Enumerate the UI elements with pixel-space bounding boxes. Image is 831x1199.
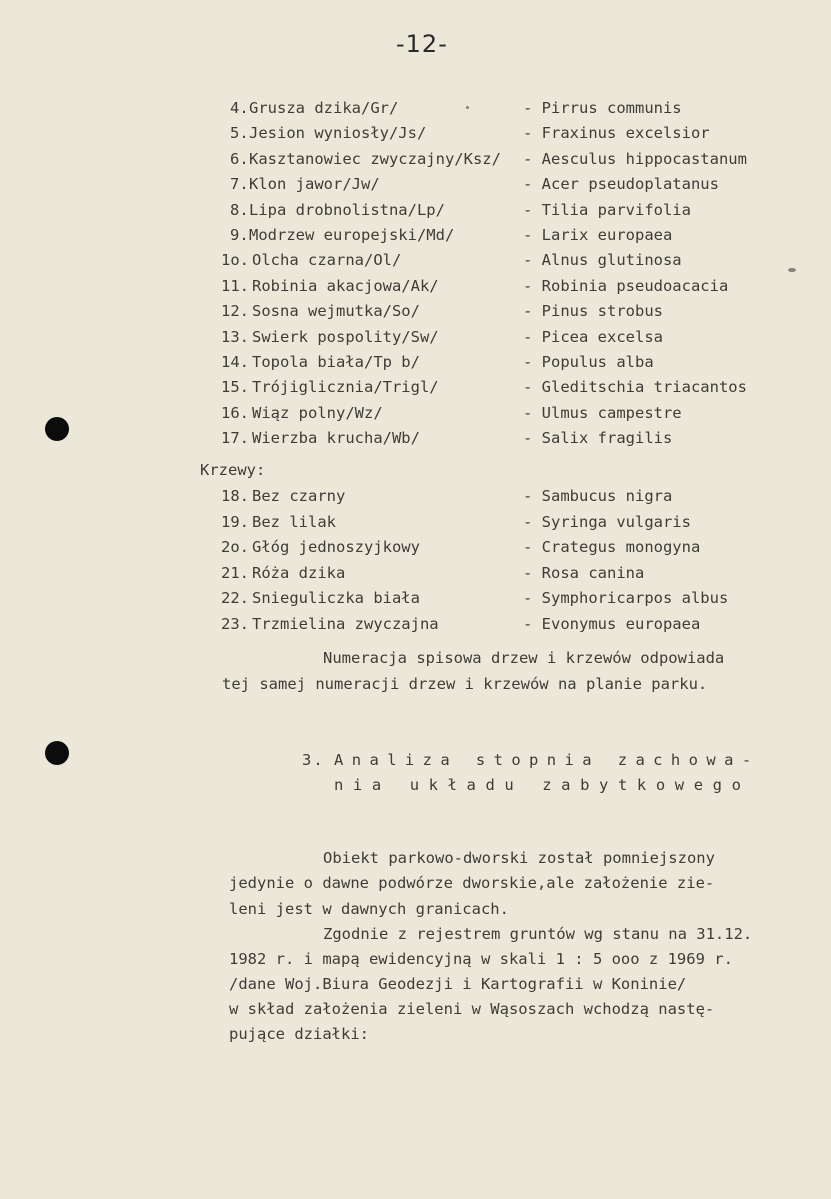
shrub-entry	[0, 562, 831, 584]
shrub-entry	[0, 613, 831, 635]
section-number: 3.	[302, 751, 325, 769]
latin-name: - Gleditschia triacantos	[523, 378, 747, 397]
body-line: Zgodnie z rejestrem gruntów wg stanu na 31.12.	[323, 925, 753, 943]
latin-name: - Pinus strobus	[523, 302, 663, 321]
entry-number: 7.	[230, 175, 249, 194]
polish-name: Grusza dzika/Gr/	[249, 99, 399, 117]
polish-name: Wiąz polny/Wz/	[252, 403, 383, 422]
entry-number: 11.	[221, 276, 249, 295]
entry-number: 6.	[230, 149, 249, 168]
entry-number: 1o.	[221, 251, 249, 270]
polish-name: Głóg jednoszyjkowy	[252, 538, 420, 557]
body-line: /dane Woj.Biura Geodezji i Kartografii w Koninie/	[229, 975, 687, 993]
tree-entry	[0, 275, 831, 297]
latin-name: - Robinia pseudoacacia	[523, 276, 729, 295]
latin-name: - Larix europaea	[523, 226, 673, 244]
entry-number: 21.	[221, 563, 249, 582]
polish-name: Swierk pospolity/Sw/	[252, 327, 439, 346]
polish-name: Róża dzika	[252, 563, 346, 582]
polish-name: Klon jawor/Jw/	[249, 175, 380, 194]
entry-number: 22.	[221, 589, 249, 608]
entry-number: 8.	[230, 200, 249, 219]
latin-name: - Salix fragilis	[523, 429, 673, 448]
polish-name: Bez czarny	[252, 487, 346, 505]
polish-name: Olcha czarna/Ol/	[252, 251, 402, 270]
shrubs-heading: Krzewy:	[200, 461, 266, 479]
polish-name: Bez lilak	[252, 512, 336, 531]
entry-number: 5.	[230, 124, 249, 143]
polish-name: Robinia akacjowa/Ak/	[252, 276, 439, 295]
tree-entry	[0, 249, 831, 271]
latin-name: - Crategus monogyna	[523, 538, 701, 557]
entry-number: 17.	[221, 429, 249, 448]
latin-name: - Sambucus nigra	[523, 487, 673, 505]
polish-name: Jesion wyniosły/Js/	[249, 124, 427, 143]
tree-entry	[0, 199, 831, 221]
polish-name: Topola biała/Tp b/	[252, 353, 420, 371]
entry-number: 9.	[230, 226, 249, 244]
polish-name: Snieguliczka biała	[252, 589, 420, 608]
latin-name: - Pirrus communis	[523, 99, 682, 117]
tree-entry	[0, 326, 831, 348]
tree-entry	[0, 97, 831, 119]
latin-name: - Aesculus hippocastanum	[523, 149, 747, 168]
entry-number: 15.	[221, 378, 249, 397]
entry-number: 16.	[221, 403, 249, 422]
entry-number: 4.	[230, 99, 249, 117]
latin-name: - Populus alba	[523, 353, 654, 371]
latin-name: - Acer pseudoplatanus	[523, 175, 719, 194]
entry-number: 2o.	[221, 538, 249, 557]
body-line: pujące działki:	[229, 1025, 369, 1043]
polish-name: Wierzba krucha/Wb/	[252, 429, 420, 448]
shrub-entry	[0, 485, 831, 507]
polish-name: Kasztanowiec zwyczajny/Ksz/	[249, 149, 501, 168]
body-line: Obiekt parkowo-dworski został pomniejszony	[323, 849, 715, 867]
entry-number: 12.	[221, 302, 249, 321]
polish-name: Lipa drobnolistna/Lp/	[249, 200, 445, 219]
tree-entry	[0, 122, 831, 144]
polish-name: Trzmielina zwyczajna	[252, 615, 439, 633]
tree-entry	[0, 224, 831, 246]
polish-name: Sosna wejmutka/So/	[252, 302, 420, 321]
latin-name: - Rosa canina	[523, 563, 645, 582]
latin-name: - Tilia parvifolia	[523, 200, 691, 219]
entry-number: 23.	[221, 615, 249, 633]
latin-name: - Symphoricarpos albus	[523, 589, 729, 608]
tree-entry	[0, 376, 831, 398]
shrub-entry	[0, 587, 831, 609]
latin-name: - Ulmus campestre	[523, 403, 682, 422]
body-line: leni jest w dawnych granicach.	[229, 900, 509, 918]
page-number: -12-	[396, 30, 448, 58]
numbering-note-line: Numeracja spisowa drzew i krzewów odpowiada	[323, 649, 725, 667]
tree-entry	[0, 300, 831, 322]
section-title-line: nia układu zabytkowego	[334, 776, 751, 794]
body-line: jedynie o dawne podwórze dworskie,ale założenie zie-	[229, 874, 715, 892]
polish-name: Trójiglicznia/Trigl/	[252, 378, 439, 397]
entry-number: 13.	[221, 327, 249, 346]
entry-number: 14.	[221, 353, 249, 371]
latin-name: - Picea excelsa	[523, 327, 663, 346]
latin-name: - Fraxinus excelsior	[523, 124, 710, 143]
latin-name: - Syringa vulgaris	[523, 512, 691, 531]
entry-number: 19.	[221, 512, 249, 531]
latin-name: - Alnus glutinosa	[523, 251, 682, 270]
shrub-entry	[0, 511, 831, 533]
body-line: 1982 r. i mapą ewidencyjną w skali 1 : 5 ooo z 1969 r.	[229, 950, 733, 968]
latin-name: - Evonymus europaea	[523, 615, 701, 633]
tree-entry	[0, 351, 831, 373]
shrub-entry	[0, 536, 831, 558]
tree-entry	[0, 173, 831, 195]
section-title-line: Analiza stopnia zachowa-	[334, 751, 760, 769]
numbering-note-line: tej samej numeracji drzew i krzewów na planie parku.	[222, 675, 708, 693]
body-line: w skład założenia zieleni w Wąsoszach wchodzą nastę-	[229, 1000, 715, 1018]
punch-hole	[45, 741, 69, 765]
tree-entry	[0, 148, 831, 170]
polish-name: Modrzew europejski/Md/	[249, 226, 455, 244]
tree-entry	[0, 427, 831, 449]
tree-entry	[0, 402, 831, 424]
entry-number: 18.	[221, 487, 249, 505]
